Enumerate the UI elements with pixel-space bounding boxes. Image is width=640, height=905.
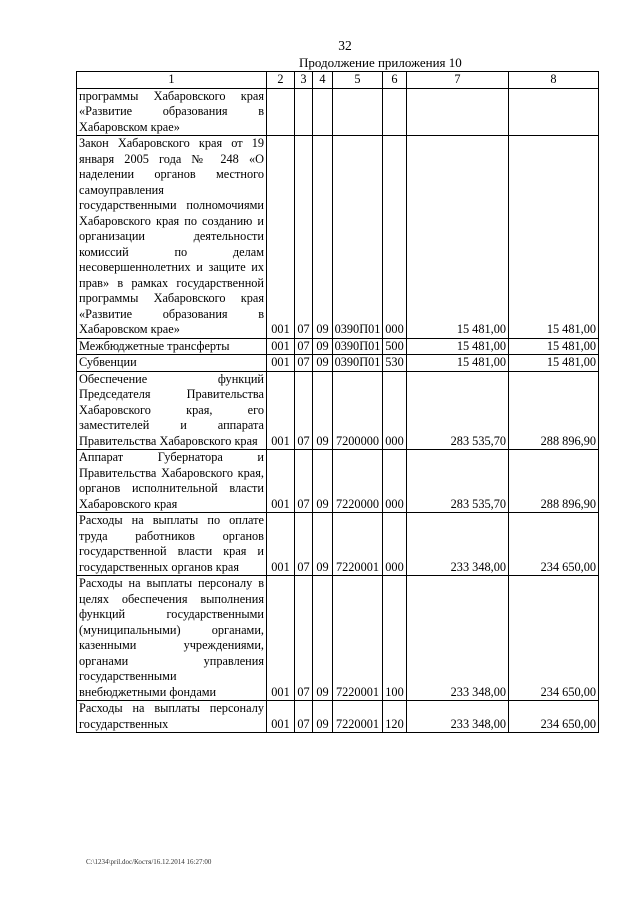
cell-subsection: 09 [313, 338, 333, 355]
cell-subsection: 09 [313, 355, 333, 372]
cell-subsection: 09 [313, 576, 333, 701]
cell-code [267, 88, 295, 136]
cell-subsection: 09 [313, 513, 333, 576]
cell-target-article: 7220001 [333, 701, 383, 733]
cell-target-article: 7220001 [333, 513, 383, 576]
column-header: 8 [509, 72, 599, 89]
cell-expense-type: 000 [383, 371, 407, 450]
cell-amount-2016: 288 896,90 [509, 371, 599, 450]
row-name: программы Хабаровского края «Развитие образования в Хабаровском крае» [77, 88, 267, 136]
table-row [77, 701, 599, 733]
table-row [77, 338, 599, 355]
cell-subsection [313, 88, 333, 136]
cell-expense-type: 500 [383, 338, 407, 355]
cell-target-article: 7200000 [333, 371, 383, 450]
file-path-footer: C:\1234\pril.doc/Костя/16.12.2014 16:27:00 [86, 858, 212, 866]
cell-target-article: 7220000 [333, 450, 383, 513]
column-header: 4 [313, 72, 333, 89]
cell-amount-2015 [407, 88, 509, 136]
cell-expense-type: 100 [383, 576, 407, 701]
cell-code: 001 [267, 338, 295, 355]
cell-amount-2015: 283 535,70 [407, 371, 509, 450]
row-name: Аппарат Губернатора и Правительства Хабаровского края, органов исполнительной власти Хабаровского края [77, 450, 267, 513]
cell-target-article: 0390П01 [333, 355, 383, 372]
page-number: 32 [338, 38, 352, 53]
cell-subsection: 09 [313, 371, 333, 450]
column-header: 6 [383, 72, 407, 89]
cell-code: 001 [267, 576, 295, 701]
table-row [77, 513, 599, 576]
cell-section: 07 [295, 576, 313, 701]
cell-target-article: 0390П01 [333, 136, 383, 339]
cell-section: 07 [295, 371, 313, 450]
cell-code: 001 [267, 371, 295, 450]
cell-section: 07 [295, 136, 313, 339]
cell-section [295, 88, 313, 136]
cell-amount-2015: 283 535,70 [407, 450, 509, 513]
column-header: 5 [333, 72, 383, 89]
cell-expense-type: 530 [383, 355, 407, 372]
cell-section: 07 [295, 513, 313, 576]
column-header: 3 [295, 72, 313, 89]
cell-target-article: 0390П01 [333, 338, 383, 355]
row-name: Субвенции [77, 355, 267, 372]
cell-amount-2016: 15 481,00 [509, 355, 599, 372]
table-row [77, 136, 599, 339]
column-header: 7 [407, 72, 509, 89]
cell-amount-2016: 288 896,90 [509, 450, 599, 513]
cell-amount-2015: 15 481,00 [407, 338, 509, 355]
cell-section: 07 [295, 450, 313, 513]
table-row [77, 355, 599, 372]
cell-section: 07 [295, 338, 313, 355]
cell-amount-2016: 15 481,00 [509, 338, 599, 355]
cell-amount-2015: 233 348,00 [407, 576, 509, 701]
column-header: 2 [267, 72, 295, 89]
cell-amount-2016 [509, 88, 599, 136]
cell-expense-type: 120 [383, 701, 407, 733]
cell-expense-type: 000 [383, 450, 407, 513]
row-name: Расходы на выплаты по оплате труда работников органов государственной власти края и государственных органов края [77, 513, 267, 576]
cell-section: 07 [295, 355, 313, 372]
cell-code: 001 [267, 701, 295, 733]
row-name: Расходы на выплаты персоналу в целях обеспечения выполнения функций государственными (муниципальными) органами, казенными учреждениями, органами управления государственными внебюджетными фондами [77, 576, 267, 701]
cell-amount-2015: 233 348,00 [407, 513, 509, 576]
cell-target-article [333, 88, 383, 136]
cell-amount-2016: 234 650,00 [509, 576, 599, 701]
table-row [77, 576, 599, 701]
cell-expense-type: 000 [383, 136, 407, 339]
cell-amount-2016: 234 650,00 [509, 701, 599, 733]
cell-section: 07 [295, 701, 313, 733]
cell-code: 001 [267, 450, 295, 513]
cell-expense-type: 000 [383, 513, 407, 576]
cell-subsection: 09 [313, 450, 333, 513]
row-name: Обеспечение функций Председателя Правительства Хабаровского края, его заместителей и аппарата Правительства Хабаровского края [77, 371, 267, 450]
cell-amount-2016: 15 481,00 [509, 136, 599, 339]
cell-amount-2016: 234 650,00 [509, 513, 599, 576]
cell-amount-2015: 15 481,00 [407, 355, 509, 372]
cell-amount-2015: 233 348,00 [407, 701, 509, 733]
column-header: 1 [77, 72, 267, 89]
table-row [77, 450, 599, 513]
cell-code: 001 [267, 355, 295, 372]
table-row [77, 88, 599, 136]
cell-code: 001 [267, 513, 295, 576]
row-name: Межбюджетные трансферты [77, 338, 267, 355]
row-name: Закон Хабаровского края от 19 января 2005 года № 248 «О наделении органов местного самоуправления государственными полномочиями Хабаровского края по созданию и организации деятельности комиссий по делам несовершеннолетних и защите их прав» в рамках государственной программы Хабаровского края «Развитие образования в Хабаровском крае» [77, 136, 267, 339]
cell-code: 001 [267, 136, 295, 339]
continuation-title: Продолжение приложения 10 [299, 55, 462, 70]
cell-expense-type [383, 88, 407, 136]
row-name: Расходы на выплаты персоналу государственных [77, 701, 267, 733]
table-row [77, 371, 599, 450]
cell-target-article: 7220001 [333, 576, 383, 701]
cell-amount-2015: 15 481,00 [407, 136, 509, 339]
budget-table [76, 71, 599, 733]
cell-subsection: 09 [313, 701, 333, 733]
cell-subsection: 09 [313, 136, 333, 339]
table-header [77, 72, 599, 89]
